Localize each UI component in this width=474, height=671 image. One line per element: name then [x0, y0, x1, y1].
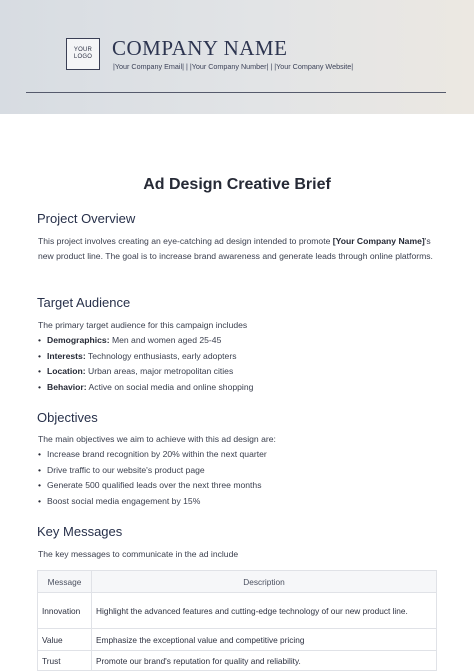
item-label: Location:	[47, 366, 86, 376]
item-value: Men and women aged 25-45	[109, 335, 222, 345]
item-label: Behavior:	[47, 381, 87, 392]
list-item	[38, 380, 438, 396]
section-heading-audience: Target Audience	[37, 295, 131, 310]
overview-text-start: This project involves creating an eye-catching ad design intended to promote	[38, 236, 333, 246]
table-row	[38, 629, 437, 651]
item-label: Demographics:	[47, 335, 110, 345]
item-text: Boost social media engagement by 15%	[47, 495, 201, 506]
list-item	[38, 349, 438, 365]
overview-paragraph	[38, 234, 438, 264]
bullet-icon: •	[38, 449, 42, 459]
table-row	[38, 593, 437, 629]
header-banner	[0, 0, 474, 114]
item-value: Active on social media and online shopping	[86, 381, 254, 392]
cell-description: Highlight the advanced features and cutting-edge technology of our new product line.	[92, 593, 437, 629]
item-text: Generate 500 qualified leads over the next three months	[47, 480, 262, 490]
audience-intro: The primary target audience for this campaign includes	[38, 320, 248, 330]
item-value: Urban areas, major metropolitan cities	[85, 366, 234, 376]
item-value: Technology enthusiasts, early adopters	[85, 350, 237, 361]
item-label: Interests:	[47, 350, 86, 361]
bullet-icon: •	[38, 366, 42, 376]
table-header-row	[38, 571, 437, 593]
cell-message: Innovation	[38, 593, 92, 629]
logo-line-2: LOGO	[73, 54, 93, 60]
column-header-message: Message	[38, 571, 92, 593]
cell-description: Emphasize the exceptional value and competitive pricing	[92, 629, 437, 651]
overview-text-end: 's new product line. The goal is to increase brand awareness and generate leads through online platforms.	[38, 236, 433, 261]
item-text: Increase brand recognition by 20% within the next quarter	[47, 449, 267, 459]
logo-line-1: YOUR	[73, 47, 93, 53]
list-item	[38, 463, 438, 479]
header-divider	[26, 92, 446, 93]
objectives-list	[38, 447, 438, 509]
overview-company-name: [Your Company Name]	[332, 236, 425, 246]
key-messages-table	[37, 570, 437, 671]
cell-message: Trust	[38, 651, 92, 671]
section-heading-key-messages: Key Messages	[37, 524, 123, 539]
company-contact: |Your Company Email| | |Your Company Number| | |Your Company Website|	[113, 62, 354, 71]
section-heading-overview: Project Overview	[37, 211, 136, 226]
bullet-icon: •	[38, 495, 42, 506]
bullet-icon: •	[38, 350, 42, 361]
list-item	[38, 364, 438, 380]
objectives-intro: The main objectives we aim to achieve with this ad design are:	[38, 434, 276, 444]
document-title: Ad Design Creative Brief	[143, 176, 331, 193]
list-item	[38, 494, 438, 510]
column-header-description: Description	[92, 571, 437, 593]
bullet-icon: •	[38, 381, 42, 392]
table-row	[38, 651, 437, 671]
list-item	[38, 478, 438, 494]
company-logo	[66, 38, 100, 70]
section-heading-objectives: Objectives	[37, 410, 98, 425]
list-item	[38, 333, 438, 349]
bullet-icon: •	[38, 335, 42, 345]
bullet-icon: •	[38, 480, 42, 490]
item-text: Drive traffic to our website's product page	[47, 464, 205, 475]
list-item	[38, 447, 438, 463]
bullet-icon: •	[38, 464, 42, 475]
audience-list	[38, 333, 438, 395]
key-messages-intro: The key messages to communicate in the ad include	[38, 549, 239, 559]
cell-description: Promote our brand's reputation for quality and reliability.	[92, 651, 437, 671]
cell-message: Value	[38, 629, 92, 651]
company-name: COMPANY NAME	[112, 36, 288, 60]
